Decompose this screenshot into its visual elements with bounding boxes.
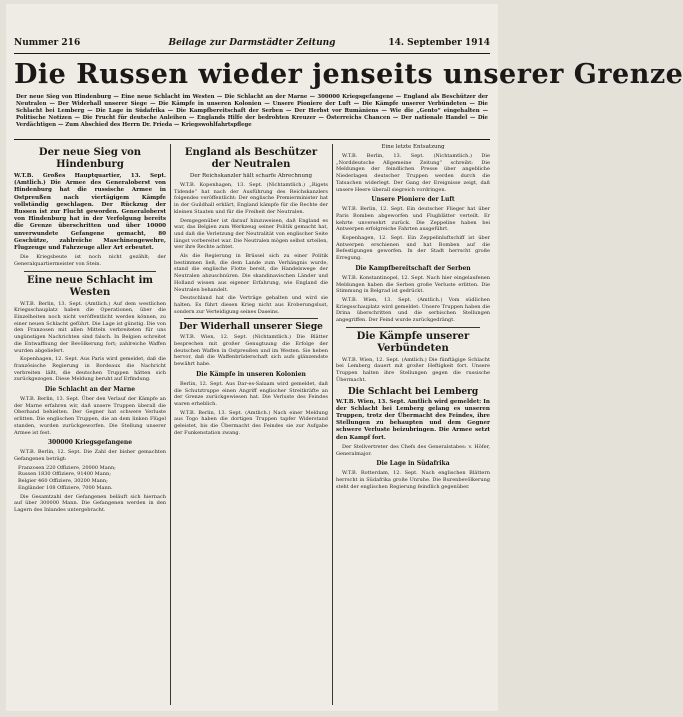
article-paragraph: W.T.B. Berlin, 13. Sept. Über den Verlauf der Kämpfe an der Marne erfahren wir, daß unsere Truppen überall die Oberhand behielten. Der Gegner hat schwere Verluste erlitten. Die englischen Truppen, die an dem linken Flügel standen, wurden zurückgeworfen. Die Stellung unserer Armee ist fest. (14, 396, 166, 436)
article-paragraph: Die Kriegsbeute ist noch nicht gezählt; der Generalquartiermeister von Stein. (14, 254, 166, 267)
article-subheading: Die Schlacht an der Marne (44, 386, 136, 394)
list-item: Belgier 460 Offiziere, 30200 Mann; (18, 478, 108, 485)
article-subheading: Unsere Pioniere der Luft (371, 196, 455, 204)
prisoner-list (18, 465, 166, 492)
article-paragraph: W.T.B. Kopenhagen, 13. Sept. (Nichtamtlich.) „Rigets Tidende“ hat nach der Ausführung des Reichskanzlers folgendes veröffentlicht: Der englische Premierminister hat in der Guildhall erklärt, England kämpfe für die Rechte der kleinen Staaten und für die Freiheit der Neutralen. (174, 182, 328, 215)
article-subheading: Eine letzte Entsatzung (381, 144, 445, 150)
list-item: Russen 1830 Offiziere, 91400 Mann; (18, 471, 111, 478)
article-divider (24, 271, 156, 272)
article-paragraph: W.T.B. Berlin, 12. Sept. Ein deutscher Flieger hat über Paris Bomben abgeworfen und Flugblätter verteilt. Er kehrte unversehrt zurück. Die Zeppeline haben bei Antwerpen erfolgreiche Fahrten ausgeführt. (336, 206, 490, 233)
article-subheading: Die Kämpfe in unseren Kolonien (196, 370, 306, 378)
article-heading: England als Beschützer der Neutralen (184, 147, 318, 170)
article-subheading: 300000 Kriegsgefangene (47, 439, 133, 447)
article-heading: Der neue Sieg von Hindenburg (38, 147, 142, 170)
article-subheading: Die Lage in Südafrika (376, 460, 450, 468)
article-paragraph: W.T.B. Wien, 13. Sept. Amtlich wird gemeldet: In der Schlacht bei Lemberg gelang es unseren Truppen, trotz der Übermacht des Feindes, ihre Stellungen zu behaupten und dem Gegner schwere Verluste beizubringen. Die Armee setzt den Kampf fort. (336, 398, 490, 441)
column-divider (332, 144, 333, 705)
article-paragraph: W.T.B. Rotterdam, 12. Sept. Nach englischen Blättern herrscht in Südafrika große Unruhe. Die Burenbevölkerung steht der englischen Regierung feindlich gegenüber. (336, 470, 490, 490)
article-paragraph: W.T.B. Wien, 13. Sept. (Amtlich.) Vom südlichen Kriegsschauplatz wird gemeldet: Unsere Truppen haben die Drina überschritten und die serbischen Stellungen angegriffen. Der Feind wurde zurückgedrängt. (336, 296, 490, 324)
article-paragraph: Berlin, 12. Sept. Aus Dar-es-Salaam wird gemeldet, daß die Schutztruppe einen Angriff englischer Streitkräfte an der Grenze zurückgewiesen hat. Die Verluste des Feindes waren erheblich. (174, 380, 328, 407)
article-subheading: Die Kampfbereitschaft der Serben (355, 264, 471, 272)
article-paragraph: Demgegenüber ist darauf hinzuweisen, daß England es war, das Belgien zum Werkzeug seiner Politik gemacht hat, und daß die Verletzung der Neutralität von englischer Seite längst vorbereitet war. Die Neutralen mögen selbst urteilen, wer ihre Rechte achtet. (174, 217, 328, 251)
article-paragraph: Als die Regierung in Brüssel sich zu einer Politik bestimmen ließ, die dem Lande zum Verhängnis wurde, stand die englische Flotte bereit, die Handelswege der Neutralen abzuschnüren. Die skandinavischen Länder und Holland wissen aus eigener Erfahrung, wie England die Neutralen behandelt. (174, 253, 328, 293)
issue-date: 14. September 1914 (388, 38, 490, 48)
article-heading: Eine neue Schlacht im Westen (27, 274, 153, 298)
paper-title: Beilage zur Darmstädter Zeitung (168, 38, 336, 48)
issue-number: Nummer 216 (14, 38, 81, 48)
article-paragraph: W.T.B. Berlin, 13. Sept. (Nichtamtlich.) Die „Norddeutsche Allgemeine Zeitung“ schreibt: Die Meldungen der feindlichen Presse über angebliche Niederlagen deutscher Truppen werden durch die Tatsachen widerlegt. Der Gang der Ereignisse zeigt, daß unsere Heere überall siegreich vordringen. (336, 153, 490, 193)
article-paragraph: W.T.B. Wien, 12. Sept. (Amtlich.) Die fünftägige Schlacht bei Lemberg dauert mit großer Heftigkeit fort. Unsere Truppen halten ihre Stellungen gegen die russische Übermacht. (336, 356, 490, 383)
article-heading: Die Schlacht bei Lemberg (347, 386, 479, 397)
article-paragraph: W.T.B. Großes Hauptquartier, 13. Sept. (Amtlich.) Die Armee des Generaloberst von Hindenburg hat die russische Armee in Ostpreußen nach viertägigem Kämpfe vollständig geschlagen. Der Rückzug der Russen ist zur Flucht geworden. Generaloberst von Hindenburg hat in der Verfolgung bereits die Grenze überschritten und über 10000 unverwundete Gefangene gemacht, 80 Geschütze, zahlreiche Maschinengewehre, Flugzeuge und Fahrzeuge aller Art erbeutet. (14, 173, 166, 252)
article-paragraph: Kopenhagen, 12. Sept. Ein Zeppelinluftschiff ist über Antwerpen erschienen und hat Bomben auf die Befestigungen geworfen. In der Stadt herrscht große Erregung. (336, 235, 490, 262)
masthead-rule (14, 53, 490, 54)
article-subheading: Der Reichskanzler hält scharfe Abrechnung (189, 173, 313, 179)
column-2 (174, 144, 328, 707)
article-paragraph: Deutschland hat die Verträge gehalten und wird sie halten. Es führt diesen Krieg nicht aus Eroberungslust, sondern zur Verteidigung seines Daseins. (174, 295, 328, 315)
column-1 (14, 144, 166, 707)
article-paragraph: Kopenhagen, 12. Sept. Aus Paris wird gemeldet, daß die französische Regierung in Bordeaux die Nachricht verbreiten läßt, die deutschen Truppen hätten sich zurückgezogen. Diese Meldung beruht auf Erfindung. (14, 356, 166, 383)
masthead (14, 38, 490, 52)
article-paragraph: W.T.B. Berlin, 13. Sept. (Amtlich.) Auf dem westlichen Kriegsschauplatz haben die Operationen, über die Einzelheiten noch nicht veröffentlicht werden können, zu einer neuen Schlacht geführt. Die Lage ist günstig. Die von den Franzosen mit allen Mitteln verbreiteten für uns ungünstigen Nachrichten sind falsch. In Belgien schreitet die Entwaffnung der Bevölkerung fort; zahlreiche Waffen wurden abgeliefert. (14, 300, 166, 354)
article-divider (184, 318, 318, 319)
article-paragraph: Die Gesamtzahl der Gefangenen beläuft sich hiernach auf über 300000 Mann. Die Gefangenen werden in den Lagern des Inlandes untergebracht. (14, 493, 166, 513)
newspaper-page (6, 4, 683, 711)
article-divider (346, 327, 480, 328)
article-heading: Der Widerhall unserer Siege (179, 322, 323, 333)
list-item: Franzosen 220 Offiziere, 20000 Mann; (18, 464, 116, 471)
list-item: Engländer 108 Offiziere, 7000 Mann. (18, 484, 113, 491)
headline-rule (14, 139, 490, 140)
article-paragraph: W.T.B. Wien, 12. Sept. (Nichtamtlich.) Die Blätter besprechen mit großer Genugtuung die Erfolge der deutschen Waffen in Ostpreußen und im Westen. Sie heben hervor, daß die Waffenbrüderschaft sich aufs glänzendste bewährt habe. (174, 334, 328, 368)
summary-subhead: Der neue Sieg von Hindenburg — Eine neue Schlacht im Westen — Die Schlacht an der Marne — 300000 Kriegsgefangene — England als Beschützer der Neutralen — Der Widerhall unserer Siege — Die Kämpfe in unseren Kolonien — Unsere Pioniere der Luft — Die Kämpfe unserer Verbündeten — Die Schlacht bei Lemberg — Die Lage in Südafrika — Die Kampfbereitschaft der Serben — Der Herbst vor Rumäniens — Wie die „Gento“ eingehalten — Politische Notizen — Die Frucht für deutsche Anleihen — Englands Hilfe der bedrohten Kreuzer — Österreichs Chancen — Der nationale Handel — Die Verdächtigen — Zum Abschied des Herrn Dr. Frieda — Kriegswohlfahrtspflege (16, 94, 488, 128)
article-heading: Die Kämpfe unserer Verbündeten (356, 330, 470, 354)
column-divider (170, 144, 171, 705)
main-headline: Die Russen wieder jenseits unserer Grenze (14, 59, 683, 90)
article-paragraph: W.T.B. Konstantinopel, 12. Sept. Nach hier eingelaufenen Meldungen haben die Serben große Verluste erlitten. Die Stimmung in Belgrad ist gedrückt. (336, 274, 490, 295)
article-paragraph: W.T.B. Berlin, 13. Sept. (Amtlich.) Nach einer Meldung aus Togo haben die dortigen Truppen tapfer Widerstand geleistet, bis die Übermacht des Feindes sie zur Aufgabe der Funkenstation zwang. (174, 409, 328, 436)
article-paragraph: W.T.B. Berlin, 12. Sept. Die Zahl der bisher gemachten Gefangenen beträgt: (14, 449, 166, 462)
column-3 (336, 144, 490, 707)
article-paragraph: Der Stellvertreter des Chefs des Generalstabes: v. Höfer, Generalmajor. (336, 443, 490, 457)
